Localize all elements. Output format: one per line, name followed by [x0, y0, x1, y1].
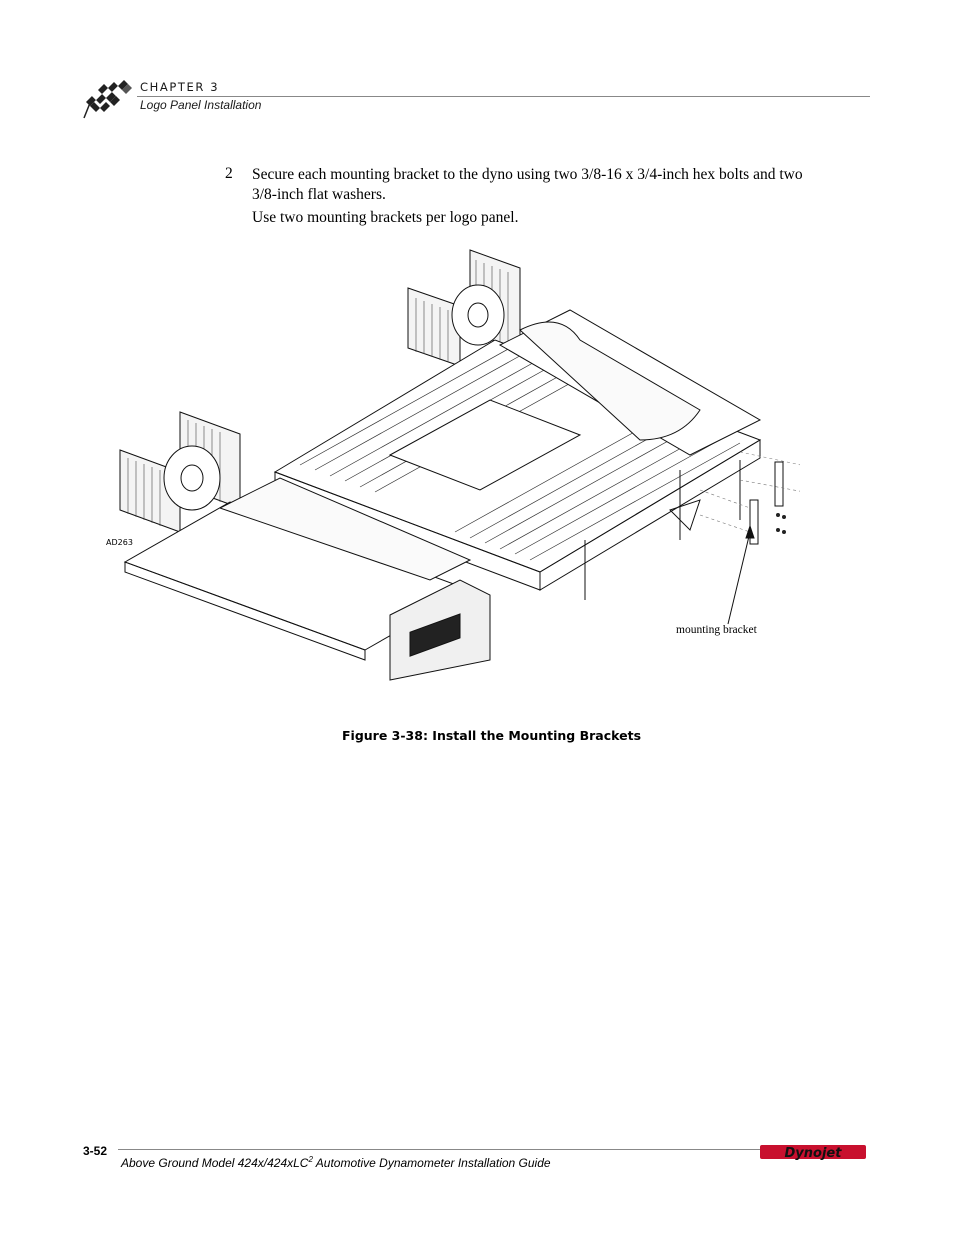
footer-divider — [118, 1149, 760, 1150]
figure-caption: Figure 3-38: Install the Mounting Brackets — [342, 728, 642, 743]
step-number: 2 — [225, 165, 233, 182]
step-instruction: Secure each mounting bracket to the dyno using two 3/8-16 x 3/4-inch hex bolts and two 3/8-inch flat washers. — [252, 166, 803, 203]
guide-title-end: Automotive Dynamometer Installation Guide — [312, 1156, 551, 1170]
section-title: Logo Panel Installation — [140, 98, 262, 112]
checkered-flag-icon — [82, 74, 134, 120]
page-number: 3-52 — [83, 1144, 108, 1158]
svg-text:Dynojet: Dynojet — [784, 1146, 842, 1161]
chapter-label: CHAPTER 3 — [140, 80, 220, 94]
dynojet-logo — [760, 1141, 866, 1163]
callout-label: mounting bracket — [676, 624, 757, 636]
figure-id: AD263 — [106, 538, 133, 547]
header-divider — [137, 96, 870, 97]
guide-title-superscript: 2 — [308, 1155, 313, 1164]
guide-title-main: Above Ground Model 424x/424xLC — [121, 1156, 309, 1170]
dyno-diagram — [100, 240, 800, 720]
step-note: Use two mounting brackets per logo panel. — [252, 209, 519, 226]
guide-title — [121, 1155, 551, 1170]
